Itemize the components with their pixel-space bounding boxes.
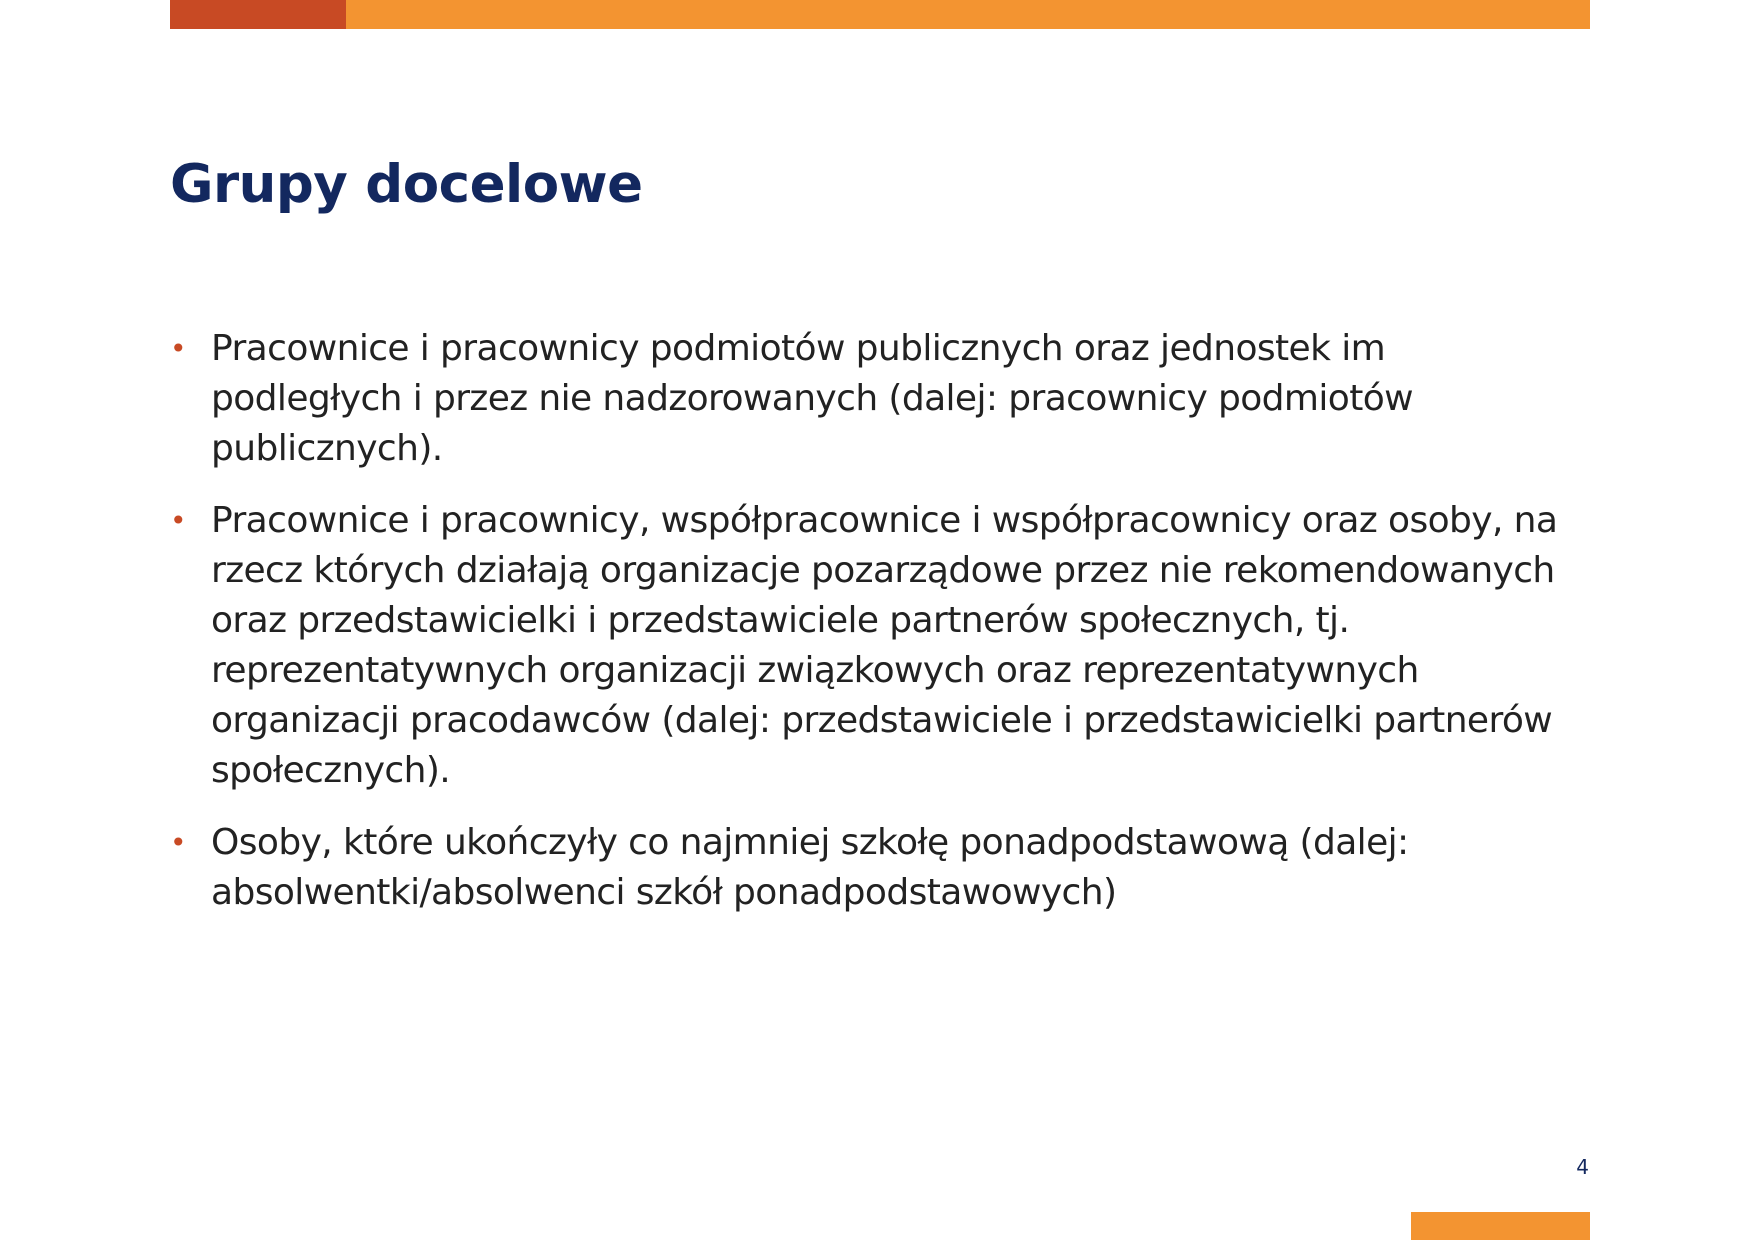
bullet-text: Pracownice i pracownicy podmiotów publicznych oraz jednostek im podległych i przez nie nadzorowanych (dalej: pracownicy podmiotów publicznych).: [211, 328, 1413, 469]
bullet-list: [170, 324, 1570, 940]
bullet-item: [170, 324, 1570, 474]
top-accent-bar-light-segment: [346, 0, 1590, 29]
top-accent-bar-dark-segment: [170, 0, 346, 29]
bullet-item: [170, 818, 1570, 918]
bullet-item: [170, 496, 1570, 796]
page-number: 4: [1576, 1155, 1589, 1179]
slide-title: Grupy docelowe: [170, 154, 643, 215]
bullet-text: Osoby, które ukończyły co najmniej szkołę ponadpodstawową (dalej: absolwentki/absolwenci szkół ponadpodstawowych): [211, 822, 1409, 913]
bullet-dot-icon: •: [170, 332, 186, 365]
bullet-text: Pracownice i pracownicy, współpracownice i współpracownicy oraz osoby, na rzecz których działają organizacje pozarządowe przez nie rekomendowanych oraz przedstawicielki i przedstawiciele partnerów społecznych, tj. reprezentatywnych organizacji związkowych oraz reprezentatywnych organizacji pracodawców (dalej: przedstawiciele i przedstawicielki partnerów społecznych).: [211, 500, 1558, 791]
bottom-accent-bar: [1411, 1212, 1590, 1240]
bullet-dot-icon: •: [170, 504, 186, 537]
bullet-dot-icon: •: [170, 826, 186, 859]
top-accent-bar: [170, 0, 1590, 29]
